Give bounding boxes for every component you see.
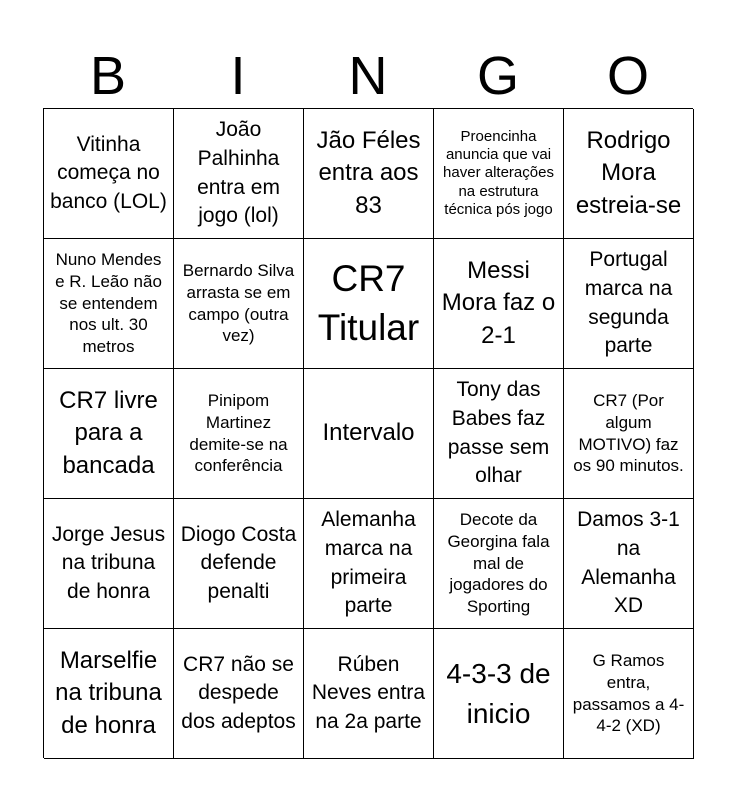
bingo-card: [43, 108, 693, 758]
bingo-cell[interactable]: [434, 629, 564, 759]
cell-text: Rodrigo Mora estreia-se: [575, 126, 682, 219]
bingo-cell[interactable]: [304, 629, 434, 759]
bingo-cell[interactable]: [44, 369, 174, 499]
bingo-cell[interactable]: [174, 239, 304, 369]
bingo-header: [43, 44, 693, 108]
header-letter-i: I: [230, 46, 246, 106]
cell-text: Portugal marca na segunda parte: [584, 248, 673, 358]
header-letter-g: G: [476, 46, 519, 106]
bingo-cell[interactable]: [434, 239, 564, 369]
bingo-cell[interactable]: [174, 109, 304, 239]
bingo-cell[interactable]: [564, 239, 694, 369]
bingo-cell[interactable]: [564, 109, 694, 239]
cell-text: Rúben Neves entra na 2a parte: [311, 652, 426, 733]
cell-text: Diogo Costa defende penalti: [180, 522, 297, 603]
cell-text: Jão Féles entra aos 83: [316, 126, 421, 219]
cell-text: Vitinha começa no banco (LOL): [50, 132, 167, 213]
bingo-cell[interactable]: [304, 369, 434, 499]
bingo-cell[interactable]: [174, 369, 304, 499]
header-letter-n: N: [348, 46, 388, 106]
bingo-cell[interactable]: [564, 369, 694, 499]
bingo-cell[interactable]: [174, 629, 304, 759]
bingo-cell[interactable]: [44, 239, 174, 369]
header-letter-b: B: [89, 46, 127, 106]
bingo-cell[interactable]: [564, 629, 694, 759]
bingo-cell[interactable]: [564, 499, 694, 629]
cell-text: Messi Mora faz o 2-1: [441, 256, 556, 349]
bingo-cell[interactable]: [434, 369, 564, 499]
cell-text: Pinipom Martinez demite-se na conferência: [189, 391, 288, 476]
bingo-cell[interactable]: [44, 109, 174, 239]
header-letter-o: O: [606, 46, 649, 106]
cell-text: Nuno Mendes e R. Leão não se entendem nos ult. 30 metros: [55, 250, 162, 357]
cell-text: G Ramos entra, passamos a 4-4-2 (XD): [572, 651, 685, 736]
bingo-cell[interactable]: [44, 499, 174, 629]
cell-text: Intervalo: [322, 419, 415, 447]
cell-text: CR7 livre para a bancada: [59, 386, 158, 479]
free-space-cell[interactable]: [304, 239, 434, 369]
bingo-cell[interactable]: [434, 499, 564, 629]
cell-text: Tony das Babes faz passe sem olhar: [447, 378, 550, 488]
bingo-cell[interactable]: [44, 629, 174, 759]
cell-text: CR7 não se despede dos adeptos: [181, 652, 296, 733]
cell-text: Decote da Georgina fala mal de jogadores do Sporting: [447, 510, 550, 617]
cell-text: CR7 Titular: [317, 257, 420, 348]
cell-text: Proencinha anuncia que vai haver alterações na estrutura técnica pós jogo: [443, 127, 554, 218]
cell-text: João Palhinha entra em jogo (lol): [197, 118, 280, 228]
cell-text: 4-3-3 de inicio: [446, 658, 551, 729]
cell-text: Damos 3-1 na Alemanha XD: [577, 508, 680, 618]
cell-text: Bernardo Silva arrasta se em campo (outra vez): [182, 261, 295, 346]
bingo-cell[interactable]: [434, 109, 564, 239]
cell-text: Marselfie na tribuna de honra: [55, 646, 162, 739]
cell-text: Jorge Jesus na tribuna de honra: [51, 522, 166, 603]
cell-text: Alemanha marca na primeira parte: [321, 508, 416, 618]
bingo-cell[interactable]: [304, 499, 434, 629]
bingo-cell[interactable]: [304, 109, 434, 239]
cell-text: CR7 (Por algum MOTIVO) faz os 90 minutos.: [573, 391, 684, 476]
bingo-cell[interactable]: [174, 499, 304, 629]
